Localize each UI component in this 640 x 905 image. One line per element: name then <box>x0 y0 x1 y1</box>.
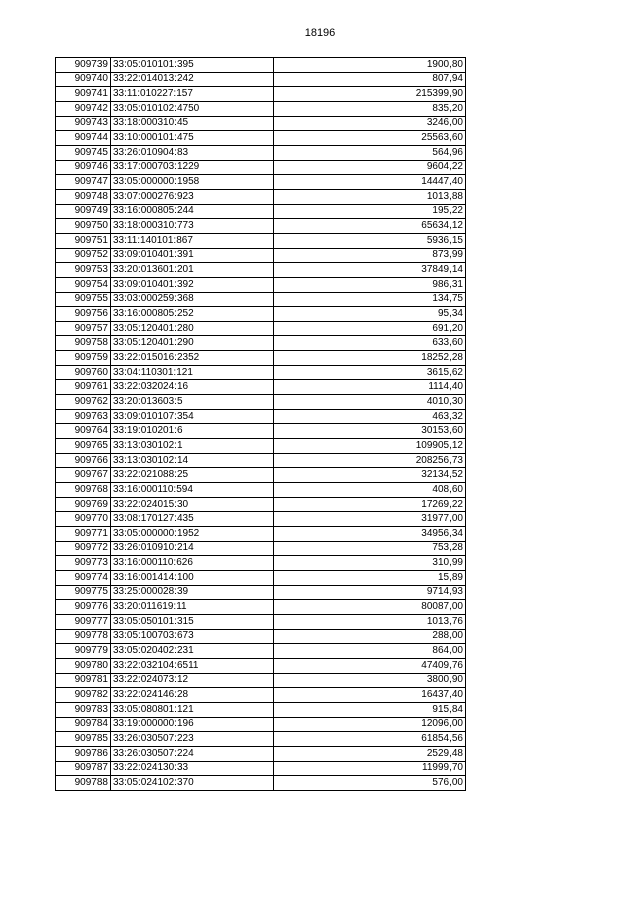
table-row <box>56 688 466 703</box>
cadastral-number-cell: 33:04:110301:121 <box>111 365 274 380</box>
cadastral-number-cell: 33:05:000000:1952 <box>111 527 274 542</box>
value-cell: 864,00 <box>274 644 466 659</box>
value-cell: 14447,40 <box>274 175 466 190</box>
cadastral-number-cell: 33:22:014013:242 <box>111 72 274 87</box>
row-id-cell: 909788 <box>56 776 111 791</box>
value-cell: 9714,93 <box>274 585 466 600</box>
table-row <box>56 746 466 761</box>
row-id-cell: 909780 <box>56 658 111 673</box>
cadastral-number-cell: 33:22:015016:2352 <box>111 351 274 366</box>
table-row <box>56 483 466 498</box>
cadastral-number-cell: 33:22:024073:12 <box>111 673 274 688</box>
table-row <box>56 248 466 263</box>
cadastral-number-cell: 33:22:032024:16 <box>111 380 274 395</box>
row-id-cell: 909781 <box>56 673 111 688</box>
cadastral-number-cell: 33:16:000110:594 <box>111 483 274 498</box>
table-row <box>56 439 466 454</box>
value-cell: 47409,76 <box>274 658 466 673</box>
value-cell: 3800,90 <box>274 673 466 688</box>
row-id-cell: 909778 <box>56 629 111 644</box>
row-id-cell: 909768 <box>56 483 111 498</box>
cadastral-number-cell: 33:05:020402:231 <box>111 644 274 659</box>
value-cell: 9604,22 <box>274 160 466 175</box>
table-row <box>56 409 466 424</box>
table-row <box>56 189 466 204</box>
cadastral-number-cell: 33:22:024130:33 <box>111 761 274 776</box>
value-cell: 18252,28 <box>274 351 466 366</box>
value-cell: 25563,60 <box>274 131 466 146</box>
value-cell: 986,31 <box>274 277 466 292</box>
row-id-cell: 909755 <box>56 292 111 307</box>
table-row <box>56 732 466 747</box>
row-id-cell: 909758 <box>56 336 111 351</box>
row-id-cell: 909751 <box>56 233 111 248</box>
value-cell: 30153,60 <box>274 424 466 439</box>
value-cell: 34956,34 <box>274 527 466 542</box>
table-row <box>56 101 466 116</box>
row-id-cell: 909752 <box>56 248 111 263</box>
value-cell: 463,32 <box>274 409 466 424</box>
row-id-cell: 909760 <box>56 365 111 380</box>
table-row <box>56 570 466 585</box>
table-row <box>56 336 466 351</box>
row-id-cell: 909766 <box>56 453 111 468</box>
row-id-cell: 909787 <box>56 761 111 776</box>
row-id-cell: 909757 <box>56 321 111 336</box>
value-cell: 807,94 <box>274 72 466 87</box>
row-id-cell: 909785 <box>56 732 111 747</box>
cadastral-number-cell: 33:26:010910:214 <box>111 541 274 556</box>
value-cell: 95,34 <box>274 307 466 322</box>
row-id-cell: 909750 <box>56 219 111 234</box>
row-id-cell: 909776 <box>56 600 111 615</box>
cadastral-number-cell: 33:16:000805:244 <box>111 204 274 219</box>
table-row <box>56 145 466 160</box>
table-row <box>56 72 466 87</box>
table-row <box>56 263 466 278</box>
value-cell: 16437,40 <box>274 688 466 703</box>
table-row <box>56 585 466 600</box>
row-id-cell: 909739 <box>56 58 111 73</box>
table-row <box>56 527 466 542</box>
value-cell: 3615,62 <box>274 365 466 380</box>
page-number: 18196 <box>304 27 336 39</box>
row-id-cell: 909748 <box>56 189 111 204</box>
table-row <box>56 233 466 248</box>
cadastral-number-cell: 33:26:030507:223 <box>111 732 274 747</box>
cadastral-number-cell: 33:16:001414:100 <box>111 570 274 585</box>
table-row <box>56 644 466 659</box>
cadastral-number-cell: 33:20:013601:201 <box>111 263 274 278</box>
value-cell: 1114,40 <box>274 380 466 395</box>
table-row <box>56 658 466 673</box>
table-row <box>56 673 466 688</box>
cadastral-number-cell: 33:19:010201:6 <box>111 424 274 439</box>
cadastral-number-cell: 33:20:011619:11 <box>111 600 274 615</box>
row-id-cell: 909764 <box>56 424 111 439</box>
table-row <box>56 204 466 219</box>
table-row <box>56 600 466 615</box>
value-cell: 915,84 <box>274 702 466 717</box>
cadastral-number-cell: 33:05:120401:280 <box>111 321 274 336</box>
value-cell: 691,20 <box>274 321 466 336</box>
table-row <box>56 761 466 776</box>
value-cell: 65634,12 <box>274 219 466 234</box>
table-row <box>56 58 466 73</box>
table-row <box>56 365 466 380</box>
cadastral-number-cell: 33:19:000000:196 <box>111 717 274 732</box>
table-row <box>56 395 466 410</box>
cadastral-number-cell: 33:18:000310:773 <box>111 219 274 234</box>
cadastral-number-cell: 33:11:010227:157 <box>111 87 274 102</box>
row-id-cell: 909743 <box>56 116 111 131</box>
value-cell: 134,75 <box>274 292 466 307</box>
value-cell: 835,20 <box>274 101 466 116</box>
row-id-cell: 909786 <box>56 746 111 761</box>
table-row <box>56 87 466 102</box>
value-cell: 11999,70 <box>274 761 466 776</box>
cadastral-number-cell: 33:16:000110:626 <box>111 556 274 571</box>
table-row <box>56 219 466 234</box>
table-row <box>56 116 466 131</box>
row-id-cell: 909756 <box>56 307 111 322</box>
cadastral-number-cell: 33:05:050101:315 <box>111 614 274 629</box>
value-cell: 873,99 <box>274 248 466 263</box>
row-id-cell: 909770 <box>56 512 111 527</box>
value-cell: 32134,52 <box>274 468 466 483</box>
table-row <box>56 175 466 190</box>
cadastral-number-cell: 33:18:000310:45 <box>111 116 274 131</box>
row-id-cell: 909765 <box>56 439 111 454</box>
value-cell: 1013,76 <box>274 614 466 629</box>
table-row <box>56 292 466 307</box>
cadastral-number-cell: 33:16:000805:252 <box>111 307 274 322</box>
row-id-cell: 909742 <box>56 101 111 116</box>
cadastral-number-cell: 33:11:140101:867 <box>111 233 274 248</box>
table-row <box>56 277 466 292</box>
table-row <box>56 307 466 322</box>
row-id-cell: 909744 <box>56 131 111 146</box>
table-row <box>56 380 466 395</box>
row-id-cell: 909782 <box>56 688 111 703</box>
cadastral-number-cell: 33:26:010904:83 <box>111 145 274 160</box>
value-cell: 5936,15 <box>274 233 466 248</box>
row-id-cell: 909749 <box>56 204 111 219</box>
cadastral-number-cell: 33:05:024102:370 <box>111 776 274 791</box>
value-cell: 12096,00 <box>274 717 466 732</box>
row-id-cell: 909762 <box>56 395 111 410</box>
table-row <box>56 512 466 527</box>
cadastral-number-cell: 33:13:030102:14 <box>111 453 274 468</box>
table-row <box>56 497 466 512</box>
cadastral-number-cell: 33:08:170127:435 <box>111 512 274 527</box>
table-row <box>56 321 466 336</box>
cadastral-number-cell: 33:25:000028:39 <box>111 585 274 600</box>
table-row <box>56 468 466 483</box>
cadastral-number-cell: 33:17:000703:1229 <box>111 160 274 175</box>
value-cell: 2529,48 <box>274 746 466 761</box>
cadastral-number-cell: 33:20:013603:5 <box>111 395 274 410</box>
table-row <box>56 556 466 571</box>
table-row <box>56 453 466 468</box>
row-id-cell: 909777 <box>56 614 111 629</box>
row-id-cell: 909741 <box>56 87 111 102</box>
row-id-cell: 909763 <box>56 409 111 424</box>
cadastral-number-cell: 33:22:024146:28 <box>111 688 274 703</box>
row-id-cell: 909740 <box>56 72 111 87</box>
value-cell: 564,96 <box>274 145 466 160</box>
cadastral-number-cell: 33:22:032104:6511 <box>111 658 274 673</box>
table-row <box>56 424 466 439</box>
row-id-cell: 909772 <box>56 541 111 556</box>
cadastral-number-cell: 33:10:000101:475 <box>111 131 274 146</box>
cadastral-number-cell: 33:26:030507:224 <box>111 746 274 761</box>
cadastral-number-cell: 33:13:030102:1 <box>111 439 274 454</box>
table-row <box>56 131 466 146</box>
table-body <box>56 58 466 791</box>
cadastral-number-cell: 33:05:010101:395 <box>111 58 274 73</box>
value-cell: 15,89 <box>274 570 466 585</box>
table-row <box>56 776 466 791</box>
cadastral-number-cell: 33:05:120401:290 <box>111 336 274 351</box>
cadastral-number-cell: 33:09:010107:354 <box>111 409 274 424</box>
row-id-cell: 909779 <box>56 644 111 659</box>
value-cell: 4010,30 <box>274 395 466 410</box>
value-cell: 195,22 <box>274 204 466 219</box>
row-id-cell: 909753 <box>56 263 111 278</box>
value-cell: 576,00 <box>274 776 466 791</box>
table-row <box>56 614 466 629</box>
row-id-cell: 909773 <box>56 556 111 571</box>
row-id-cell: 909769 <box>56 497 111 512</box>
value-cell: 109905,12 <box>274 439 466 454</box>
cadastral-number-cell: 33:22:024015:30 <box>111 497 274 512</box>
row-id-cell: 909746 <box>56 160 111 175</box>
row-id-cell: 909759 <box>56 351 111 366</box>
value-cell: 215399,90 <box>274 87 466 102</box>
value-cell: 1013,88 <box>274 189 466 204</box>
value-cell: 310,99 <box>274 556 466 571</box>
table-row <box>56 702 466 717</box>
row-id-cell: 909784 <box>56 717 111 732</box>
cadastral-number-cell: 33:09:010401:391 <box>111 248 274 263</box>
row-id-cell: 909754 <box>56 277 111 292</box>
value-cell: 3246,00 <box>274 116 466 131</box>
row-id-cell: 909783 <box>56 702 111 717</box>
value-cell: 753,28 <box>274 541 466 556</box>
cadastral-number-cell: 33:05:100703:673 <box>111 629 274 644</box>
table-row <box>56 717 466 732</box>
row-id-cell: 909747 <box>56 175 111 190</box>
value-cell: 1900,80 <box>274 58 466 73</box>
cadastral-number-cell: 33:03:000259:368 <box>111 292 274 307</box>
cadastral-number-cell: 33:07:000276:923 <box>111 189 274 204</box>
cadastral-number-cell: 33:05:000000:1958 <box>111 175 274 190</box>
data-table <box>55 57 466 791</box>
row-id-cell: 909774 <box>56 570 111 585</box>
table-row <box>56 351 466 366</box>
value-cell: 61854,56 <box>274 732 466 747</box>
row-id-cell: 909761 <box>56 380 111 395</box>
value-cell: 288,00 <box>274 629 466 644</box>
table-row <box>56 160 466 175</box>
row-id-cell: 909767 <box>56 468 111 483</box>
value-cell: 633,60 <box>274 336 466 351</box>
table-row <box>56 629 466 644</box>
value-cell: 408,60 <box>274 483 466 498</box>
value-cell: 31977,00 <box>274 512 466 527</box>
cadastral-number-cell: 33:05:010102:4750 <box>111 101 274 116</box>
cadastral-number-cell: 33:09:010401:392 <box>111 277 274 292</box>
table-row <box>56 541 466 556</box>
value-cell: 208256,73 <box>274 453 466 468</box>
value-cell: 80087,00 <box>274 600 466 615</box>
cadastral-number-cell: 33:22:021088:25 <box>111 468 274 483</box>
value-cell: 17269,22 <box>274 497 466 512</box>
value-cell: 37849,14 <box>274 263 466 278</box>
row-id-cell: 909771 <box>56 527 111 542</box>
row-id-cell: 909775 <box>56 585 111 600</box>
cadastral-number-cell: 33:05:080801:121 <box>111 702 274 717</box>
row-id-cell: 909745 <box>56 145 111 160</box>
